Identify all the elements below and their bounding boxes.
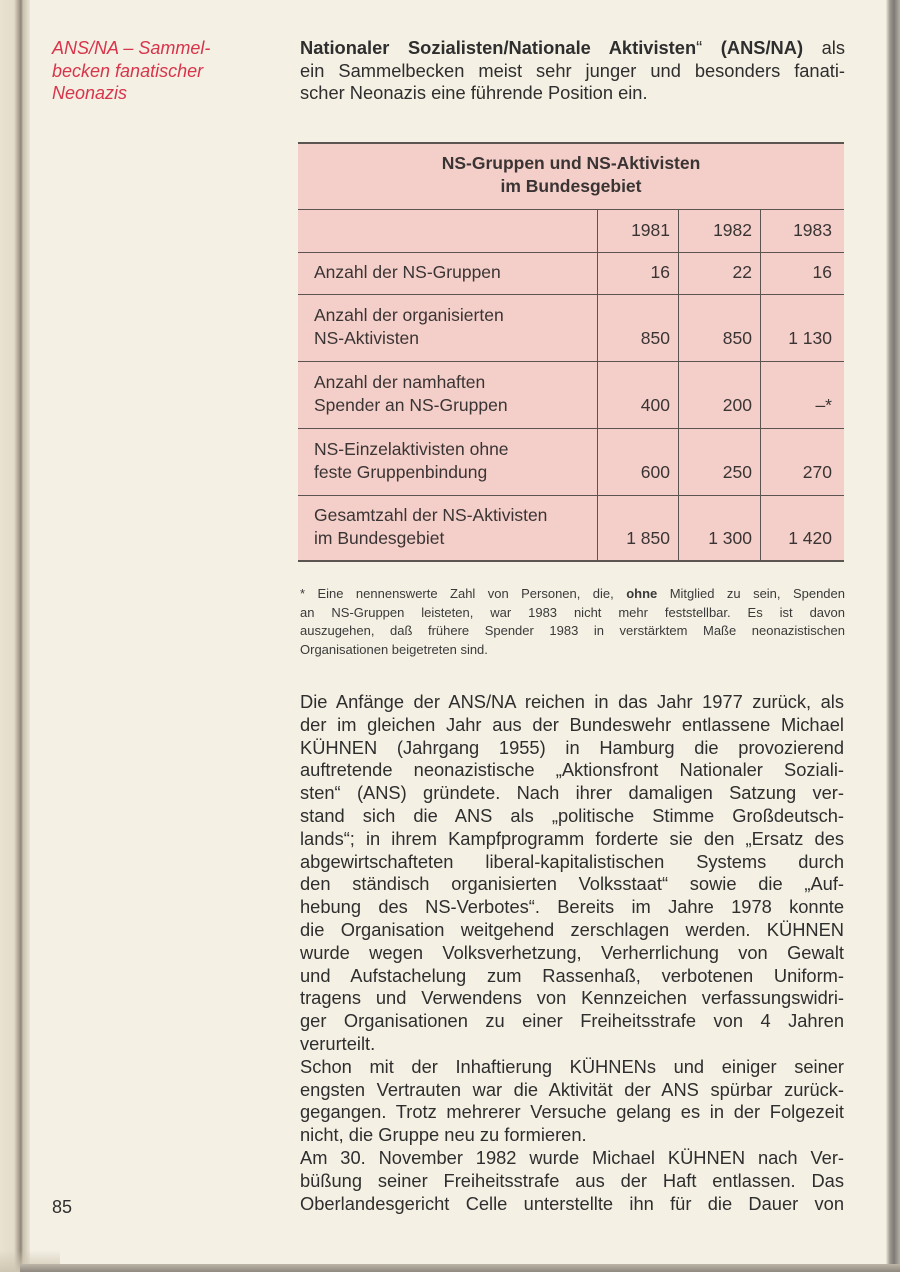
text-line: KÜHNEN (Jahrgang 1955) in Hamburg die provozierend (300, 736, 844, 758)
column-header-1982: 1982 (713, 220, 752, 240)
intro-line (300, 37, 845, 60)
text-line: büßung seiner Freiheitsstrafe aus der Haft entlassen. Das (300, 1169, 844, 1191)
text-line: nicht, die Gruppe neu zu formieren. (300, 1124, 587, 1146)
text-line: auftretende neonazistische „Aktionsfront Nationaler Soziali- (300, 759, 844, 781)
footnote-text: Mitglied zu sein, Spenden (657, 586, 845, 601)
organization-name: Nationaler Sozialisten/Nationale Aktivisten (300, 37, 697, 58)
table-footnote (300, 585, 845, 659)
text-line: verurteilt. (300, 1032, 376, 1054)
row-label (314, 504, 547, 550)
text-line: Am 30. November 1982 wurde Michael KÜHNEN nach Ver- (300, 1146, 844, 1168)
page-bottom-edge (20, 1264, 900, 1272)
closing-quote: “ (696, 37, 721, 58)
text-line: Schon mit der Inhaftierung KÜHNENs und einiger seiner (300, 1055, 844, 1077)
intro-line: ein Sammelbecken meist sehr junger und besonders fanati- (300, 59, 845, 81)
row-label-line: Anzahl der organisierten (314, 305, 504, 325)
table-cell: 400 (640, 395, 670, 415)
table-cell: 270 (802, 462, 832, 482)
table-cell: 1 130 (788, 328, 832, 348)
footnote-emphasis: ohne (626, 586, 658, 601)
column-header-1981: 1981 (631, 220, 670, 240)
text-line: und Aufstachelung zum Rassenhaß, verbotenen Uniform- (300, 964, 844, 986)
margin-note-line: ANS/NA – Sammel- (52, 38, 211, 58)
table-cell: 850 (722, 328, 752, 348)
row-label-line: Spender an NS-Gruppen (314, 395, 508, 415)
row-label (314, 371, 508, 417)
organization-abbreviation: (ANS/NA) (720, 37, 804, 58)
row-label-line: Gesamtzahl der NS-Aktivisten (314, 505, 548, 525)
table-cell: –* (815, 395, 832, 415)
paragraph (300, 691, 844, 1056)
margin-note-line: becken fanatischer (52, 60, 204, 81)
text-line: gegangen. Trotz mehrerer Versuche gelang es in der Folgezeit (300, 1101, 844, 1123)
row-label-line: Anzahl der namhaften (314, 372, 486, 392)
page-number: 85 (52, 1197, 73, 1217)
intro-line: scher Neonazis eine führende Position ein. (300, 82, 648, 103)
text-line: Die Anfänge der ANS/NA reichen in das Jahr 1977 zurück, als (300, 691, 844, 712)
margin-note-line: Neonazis (52, 83, 128, 103)
paragraph (300, 1147, 844, 1215)
row-label-line: NS-Einzelaktivisten ohne (314, 439, 509, 459)
text-line: tragens und Verwendens von Kennzeichen verfassungswidri- (300, 987, 844, 1009)
row-label (314, 438, 509, 484)
statistics-table (298, 142, 844, 562)
text-line: die Organisation weitgehend zerschlagen werden. KÜHNEN (300, 918, 844, 940)
table-cell: 1 300 (708, 528, 752, 548)
text-line: abgewirtschafteten liberal-kapitalistischen Systems durch (300, 850, 844, 872)
text-line: ger Organisationen zu einer Freiheitsstrafe von 4 Jahren (300, 1010, 844, 1032)
table-cell: 200 (722, 395, 752, 415)
table-divider (298, 428, 844, 429)
footnote-line (300, 585, 845, 604)
table-divider (298, 495, 844, 496)
table-cell: 600 (640, 462, 670, 482)
table-top-rule (298, 142, 844, 144)
text-line: den ständisch organisierten Volksstaat“ sowie die „Auf- (300, 873, 844, 895)
margin-note (52, 37, 252, 105)
table-divider (298, 294, 844, 295)
footnote-line: an NS-Gruppen leisteten, war 1983 nicht mehr feststellbar. Es ist davon (300, 604, 845, 620)
table-title-line: NS-Gruppen und NS-Aktivisten (441, 153, 701, 173)
footnote-text: * Eine nennenswerte Zahl von Personen, die, (300, 586, 627, 601)
text-line: sten“ (ANS) gründete. Nach ihrer damaligen Satzung ver- (300, 782, 844, 804)
text-line: Oberlandesgericht Celle unterstellte ihn für die Dauer von (300, 1192, 844, 1214)
table-cell: 16 (650, 262, 670, 282)
row-label-line: NS-Aktivisten (314, 328, 420, 348)
paragraph (300, 1056, 844, 1147)
text-line: stand sich die ANS als „politische Stimme Großdeutsch- (300, 804, 844, 826)
intro-paragraph (300, 37, 845, 105)
table-cell: 16 (812, 262, 832, 282)
row-label-line: im Bundesgebiet (314, 528, 445, 548)
page-right-edge (886, 0, 900, 1272)
table-bottom-rule (298, 560, 844, 562)
table-divider (298, 361, 844, 362)
table-cell: 1 850 (626, 528, 670, 548)
text-line: wurde wegen Volksverhetzung, Verherrlichung von Gewalt (300, 941, 844, 963)
table-title (298, 152, 844, 197)
table-title-line: im Bundesgebiet (500, 175, 642, 196)
text-line: hebung des NS-Verbotes“. Bereits im Jahre 1978 konnte (300, 896, 844, 918)
book-binding-shadow (0, 0, 30, 1272)
row-label: Anzahl der NS-Gruppen (314, 262, 501, 282)
table-divider (298, 209, 844, 210)
table-cell: 22 (732, 262, 752, 282)
table-divider (298, 252, 844, 253)
row-label (314, 304, 504, 350)
text-line: der im gleichen Jahr aus der Bundeswehr entlassene Michael (300, 713, 844, 735)
footnote-line: Organisationen beigetreten sind. (300, 641, 488, 657)
table-cell: 1 420 (788, 528, 832, 548)
table-cell: 250 (722, 462, 752, 482)
column-header-1983: 1983 (793, 220, 832, 240)
footnote-line: auszugehen, daß frühere Spender 1983 in verstärktem Maße neonazistischen (300, 623, 845, 638)
table-cell: 850 (640, 328, 670, 348)
body-text (300, 691, 844, 1215)
row-label-line: feste Gruppenbindung (314, 462, 488, 482)
text-line: lands“; in ihrem Kampfprogramm forderte sie den „Ersatz des (300, 827, 844, 849)
text-line: engsten Vertrauten war die Aktivität der ANS spürbar zurück- (300, 1078, 844, 1100)
intro-line-tail: als (803, 37, 845, 58)
